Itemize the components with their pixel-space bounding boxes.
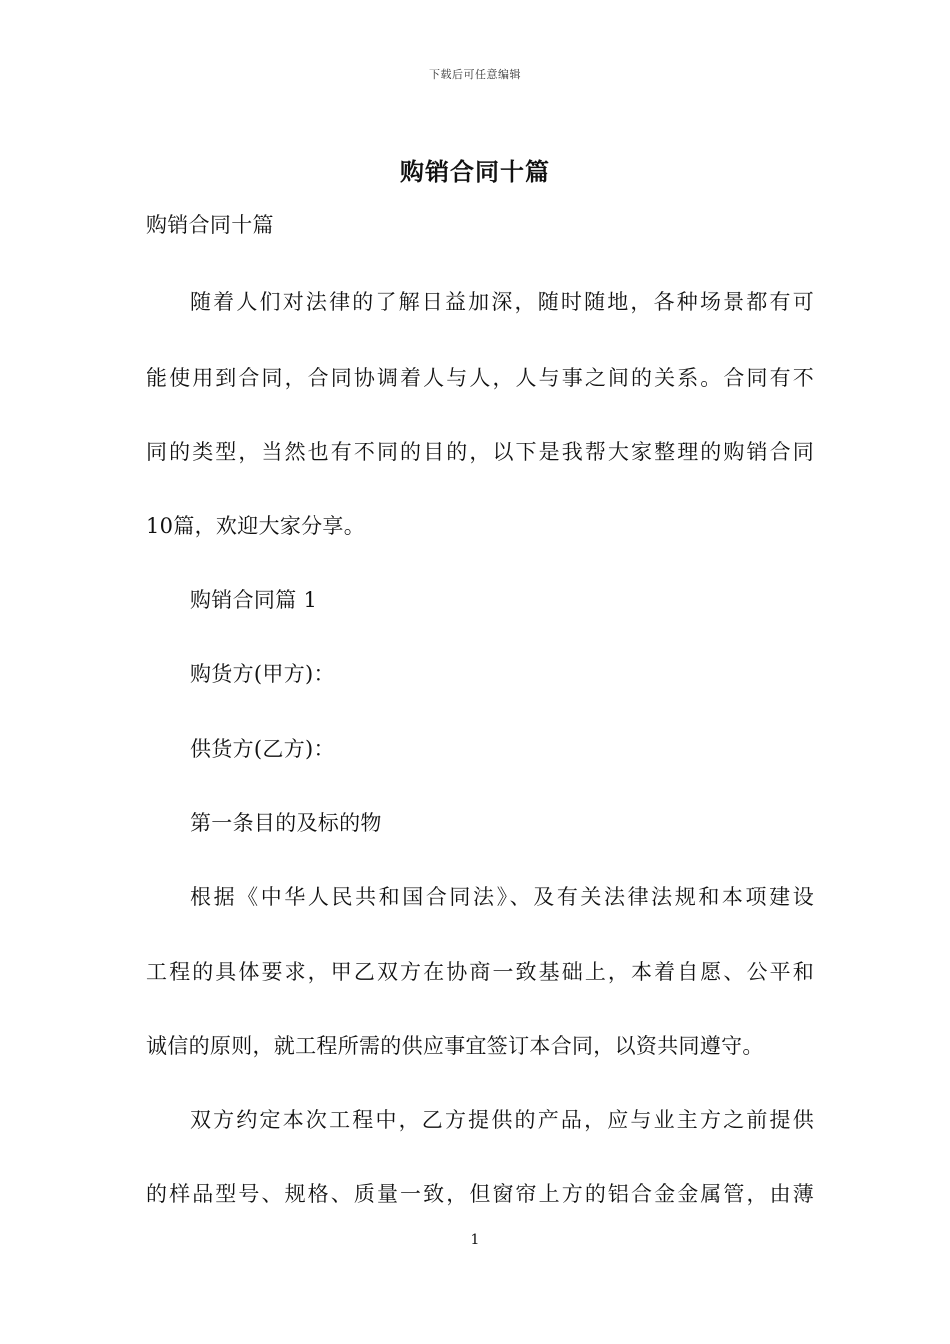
intro-line-1: 随着人们对法律的了解日益加深，随时随地，各种场景都有可	[190, 290, 814, 314]
article-heading: 第一条目的及标的物	[190, 811, 382, 835]
intro-line-4: 10篇，欢迎大家分享。	[146, 514, 366, 538]
paragraph-2-line-1: 双方约定本次工程中，乙方提供的产品，应与业主方之前提供	[190, 1108, 814, 1132]
paragraph-1-line-2: 工程的具体要求，甲乙双方在协商一致基础上，本着自愿、公平和	[146, 960, 814, 984]
page-number: 1	[470, 1232, 480, 1248]
supplier-label: 供货方(乙方)：	[190, 737, 335, 761]
intro-line-2: 能使用到合同，合同协调着人与人，人与事之间的关系。合同有不	[146, 366, 814, 390]
buyer-label: 购货方(甲方)：	[190, 662, 335, 686]
document-subtitle: 购销合同十篇	[146, 213, 274, 237]
paragraph-2-line-2: 的样品型号、规格、质量一致，但窗帘上方的铝合金金属管，由薄	[146, 1182, 814, 1206]
intro-line-3: 同的类型，当然也有不同的目的，以下是我帮大家整理的购销合同	[146, 440, 814, 464]
document-title: 购销合同十篇	[400, 157, 550, 186]
paragraph-1-line-1: 根据《中华人民共和国合同法》、及有关法律法规和本项建设	[190, 885, 814, 909]
page-header-note: 下载后可任意编辑	[429, 68, 521, 81]
section-heading: 购销合同篇 1	[190, 588, 318, 612]
paragraph-1-line-3: 诚信的原则，就工程所需的供应事宜签订本合同，以资共同遵守。	[146, 1034, 764, 1058]
